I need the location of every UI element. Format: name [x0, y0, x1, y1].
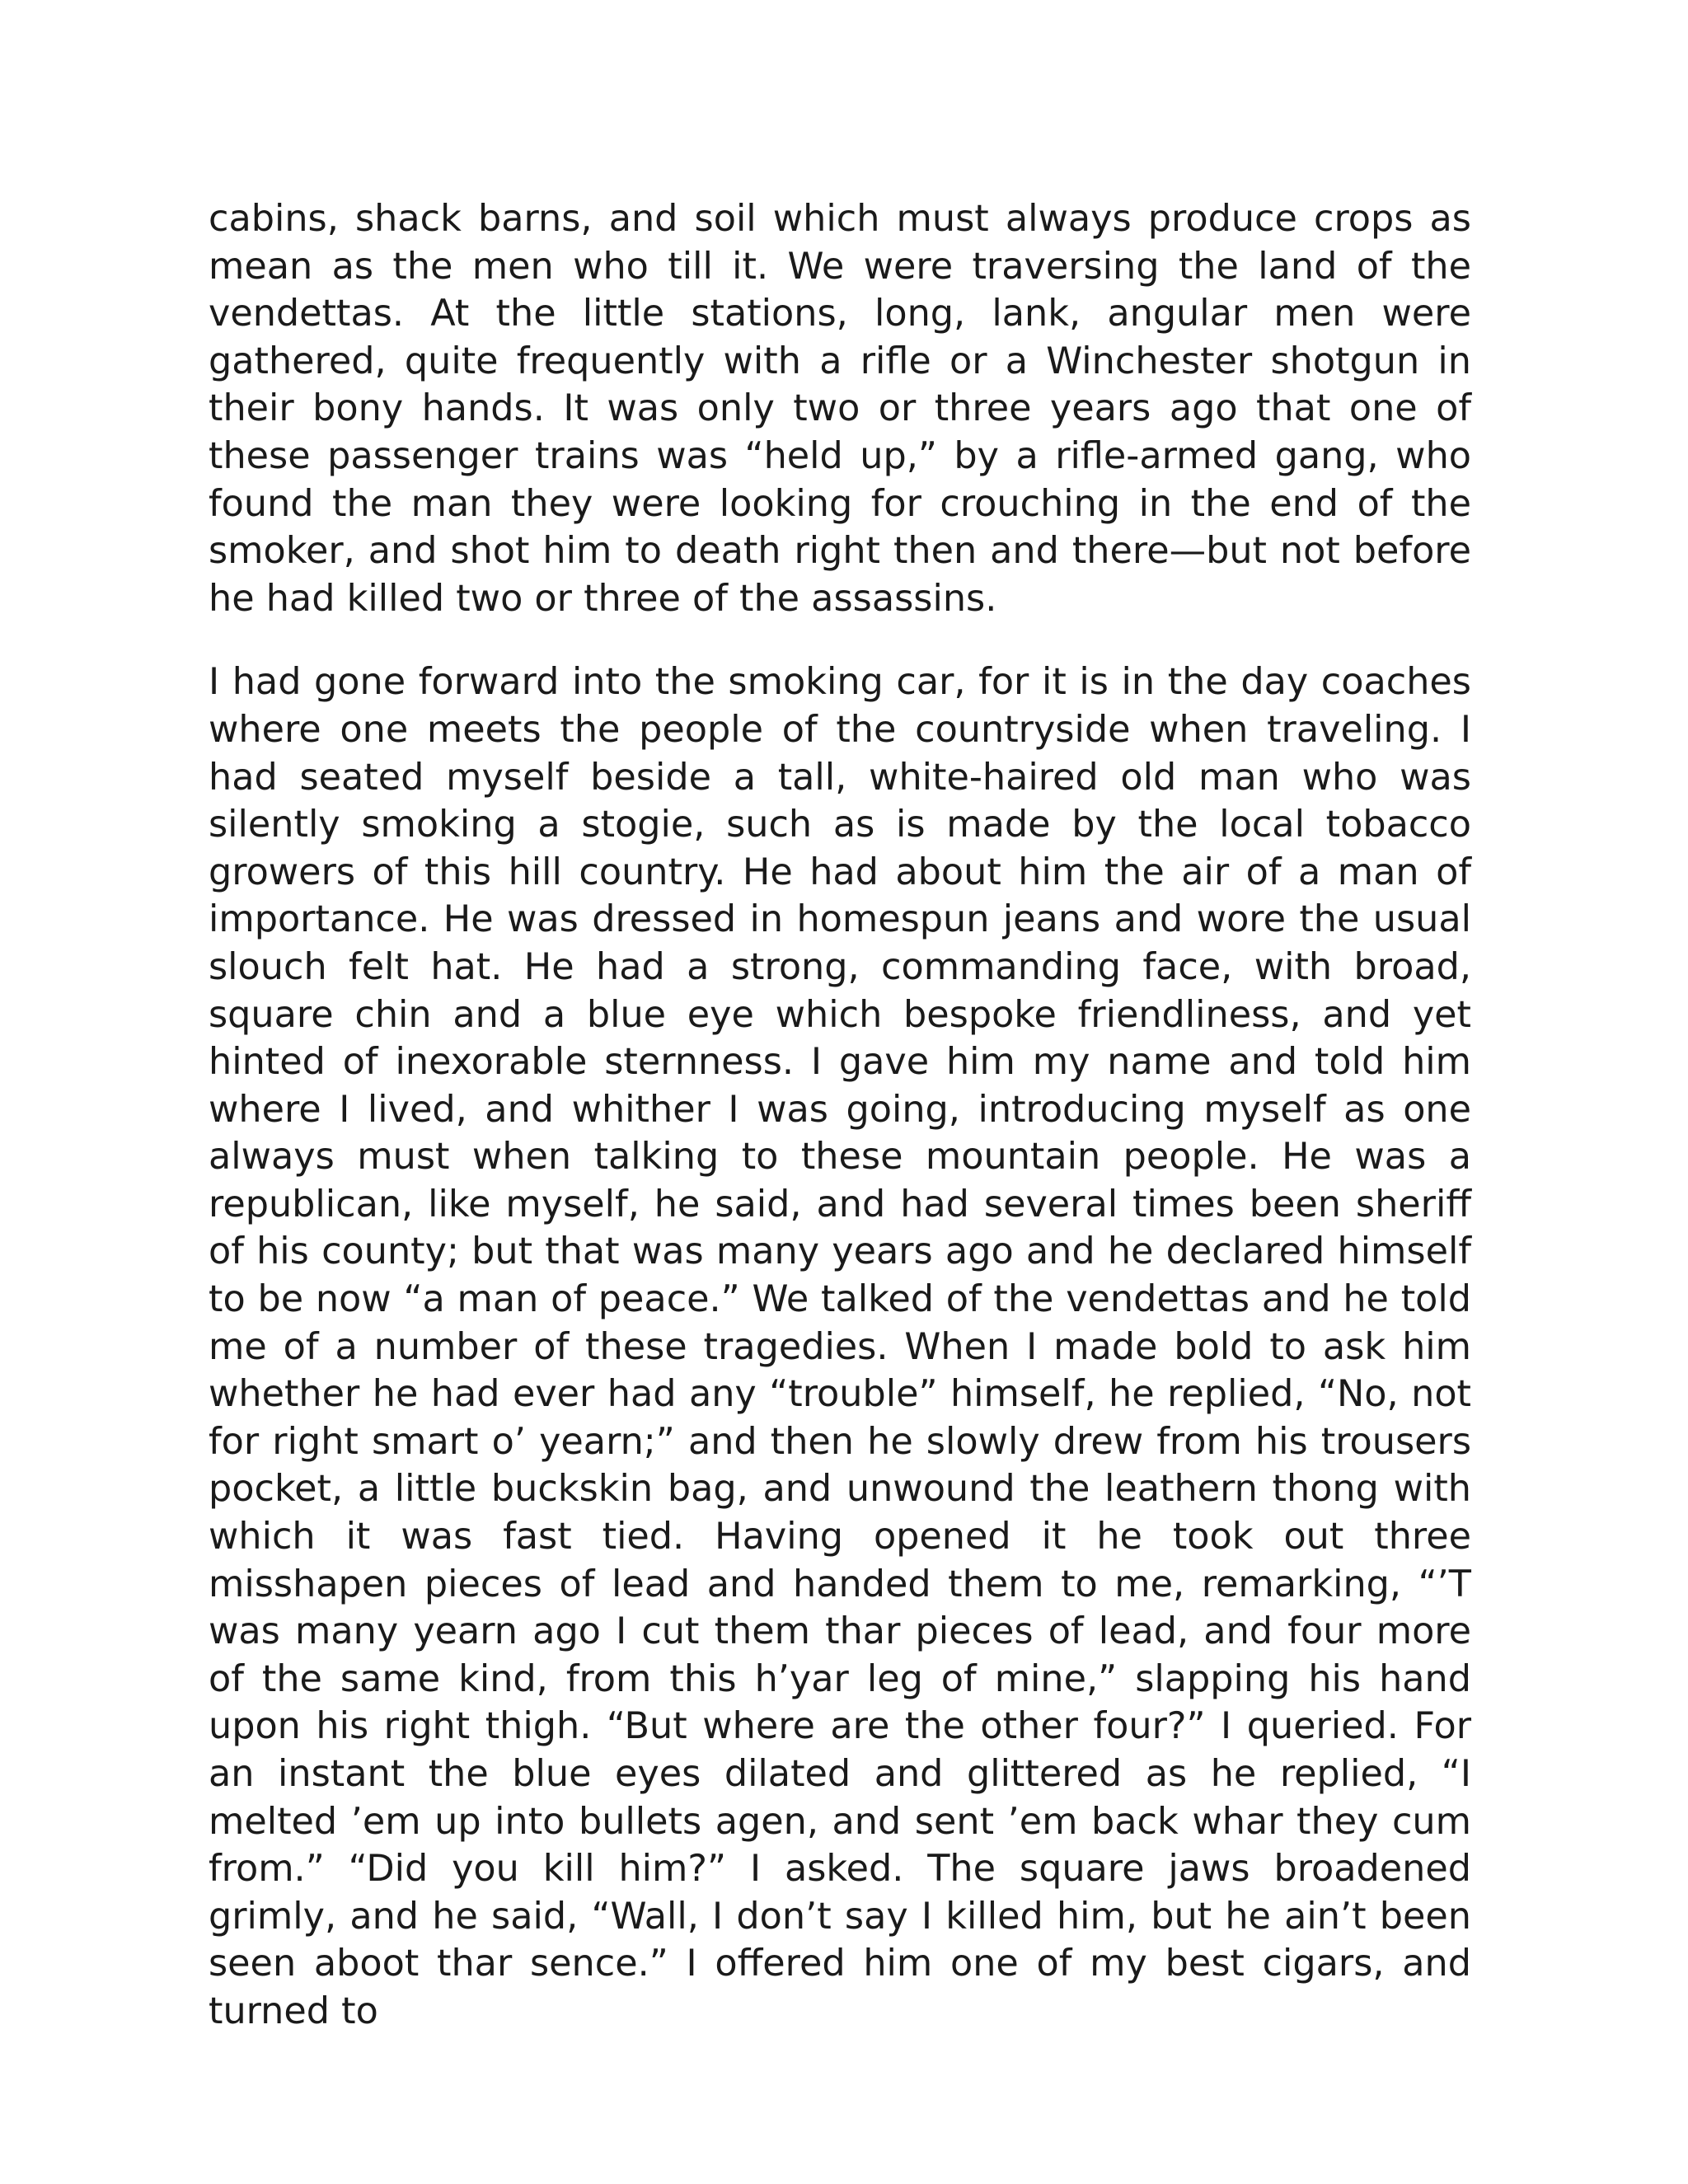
- document-page: [209, 195, 1471, 2036]
- paragraph-1: cabins, shack barns, and soil which must always produce crops as mean as the men who till it. We were traversing the land of the vendettas. At the little stations, long, lank, angular men were gathered, quite frequently with a rifle or a Winchester shotgun in their bony hands. It was only two or three years ago that one of these passenger trains was “held up,” by a rifle-armed gang, who found the man they were looking for crouching in the end of the smoker, and shot him to death right then and there—but not before he had killed two or three of the assassins.: [209, 198, 1471, 620]
- paragraph-2: I had gone forward into the smoking car, for it is in the day coaches where one meets the people of the countryside when traveling. I had seated myself beside a tall, white-haired old man who was silently smoking a stogie, such as is made by the local tobacco growers of this hill country. He had about him the air of a man of importance. He was dressed in homespun jeans and wore the usual slouch felt hat. He had a strong, commanding face, with broad, square chin and a blue eye which bespoke friendliness, and yet hinted of inexorable sternness. I gave him my name and told him where I lived, and whither I was going, introducing myself as one always must when talking to these mountain people. He was a republican, like myself, he said, and had several times been sheriff of his county; but that was many years ago and he declared himself to be now “a man of peace.” We talked of the vendettas and he told me of a number of these tragedies. When I made bold to ask him whether he had ever had any “trouble” himself, he replied, “No, not for right smart o’ yearn;” and then he slowly drew from his trousers pocket, a little buckskin bag, and unwound the leathern thong with which it was fast tied. Having opened it he took out three misshapen pieces of lead and handed them to me, remarking, “’T was many yearn ago I cut them thar pieces of lead, and four more of the same kind, from this h’yar leg of mine,” slapping his hand upon his right thigh. “But where are the other four?” I queried. For an instant the blue eyes dilated and glittered as he replied, “I melted ’em up into bullets agen, and sent ’em back whar they cum from.” “Did you kill him?” I asked. The square jaws broadened grimly, and he said, “Wall, I don’t say I killed him, but he ain’t been seen aboot thar sence.” I offered him one of my best cigars, and turned to: [209, 661, 1471, 2032]
